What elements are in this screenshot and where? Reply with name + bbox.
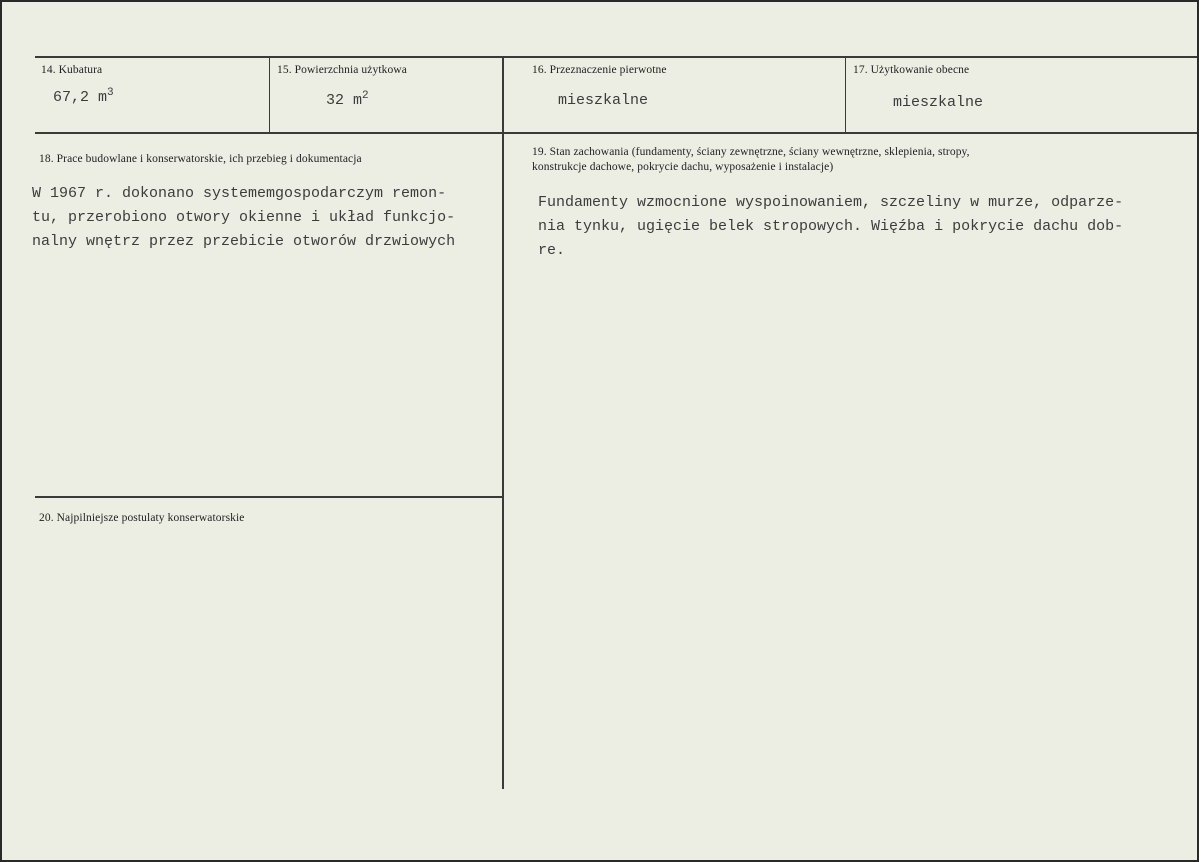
stan-label-line-2: konstrukcje dachowe, pokrycie dachu, wyposażenie i instalacje) [532,161,834,173]
przeznaczenie-value: mieszkalne [558,92,649,109]
stan-line-1: Fundamenty wzmocnione wyspoinowaniem, szczeliny w murze, odparze- [538,194,1124,211]
stan-line-2: nia tynku, ugięcie belek stropowych. Więźba i pokrycie dachu dob- [538,218,1124,235]
col-divider-14-15 [269,57,270,133]
col-divider-15-16 [502,57,504,789]
col-divider-16-17 [845,57,846,133]
prace-line-3: nalny wnętrz przez przebicie otworów drzwiowych [32,233,456,250]
kubatura-value [53,87,114,106]
przeznaczenie-label: 16. Przeznaczenie pierwotne [532,64,667,76]
record-card [2,2,1197,860]
kubatura-unit-sup: 3 [107,87,114,99]
stan-text [538,191,1123,263]
stan-label-line-1: 19. Stan zachowania (fundamenty, ściany zewnętrzne, ściany wewnętrzne, sklepienia, stropy, [532,146,970,158]
prace-text [32,182,455,254]
row-divider-rule [35,132,1197,134]
top-rule [35,56,1197,58]
postulaty-label: 20. Najpilniejsze postulaty konserwatorskie [39,512,245,524]
kubatura-value-text: 67,2 m [53,89,108,106]
section-20-rule [35,496,503,498]
kubatura-label: 14. Kubatura [41,64,103,76]
stan-line-3: re. [538,242,566,259]
uzytkowanie-label: 17. Użytkowanie obecne [853,64,970,76]
powierzchnia-label: 15. Powierzchnia użytkowa [277,64,407,76]
prace-line-2: tu, przerobiono otwory okienne i układ funkcjo- [32,209,456,226]
prace-label: 18. Prace budowlane i konserwatorskie, ich przebieg i dokumentacja [39,153,362,165]
prace-line-1: W 1967 r. dokonano systememgospodarczym remon- [32,185,447,202]
powierzchnia-value-text: 32 m [326,92,363,109]
powierzchnia-unit-sup: 2 [362,90,369,102]
powierzchnia-value [326,90,369,109]
uzytkowanie-value: mieszkalne [893,94,984,111]
